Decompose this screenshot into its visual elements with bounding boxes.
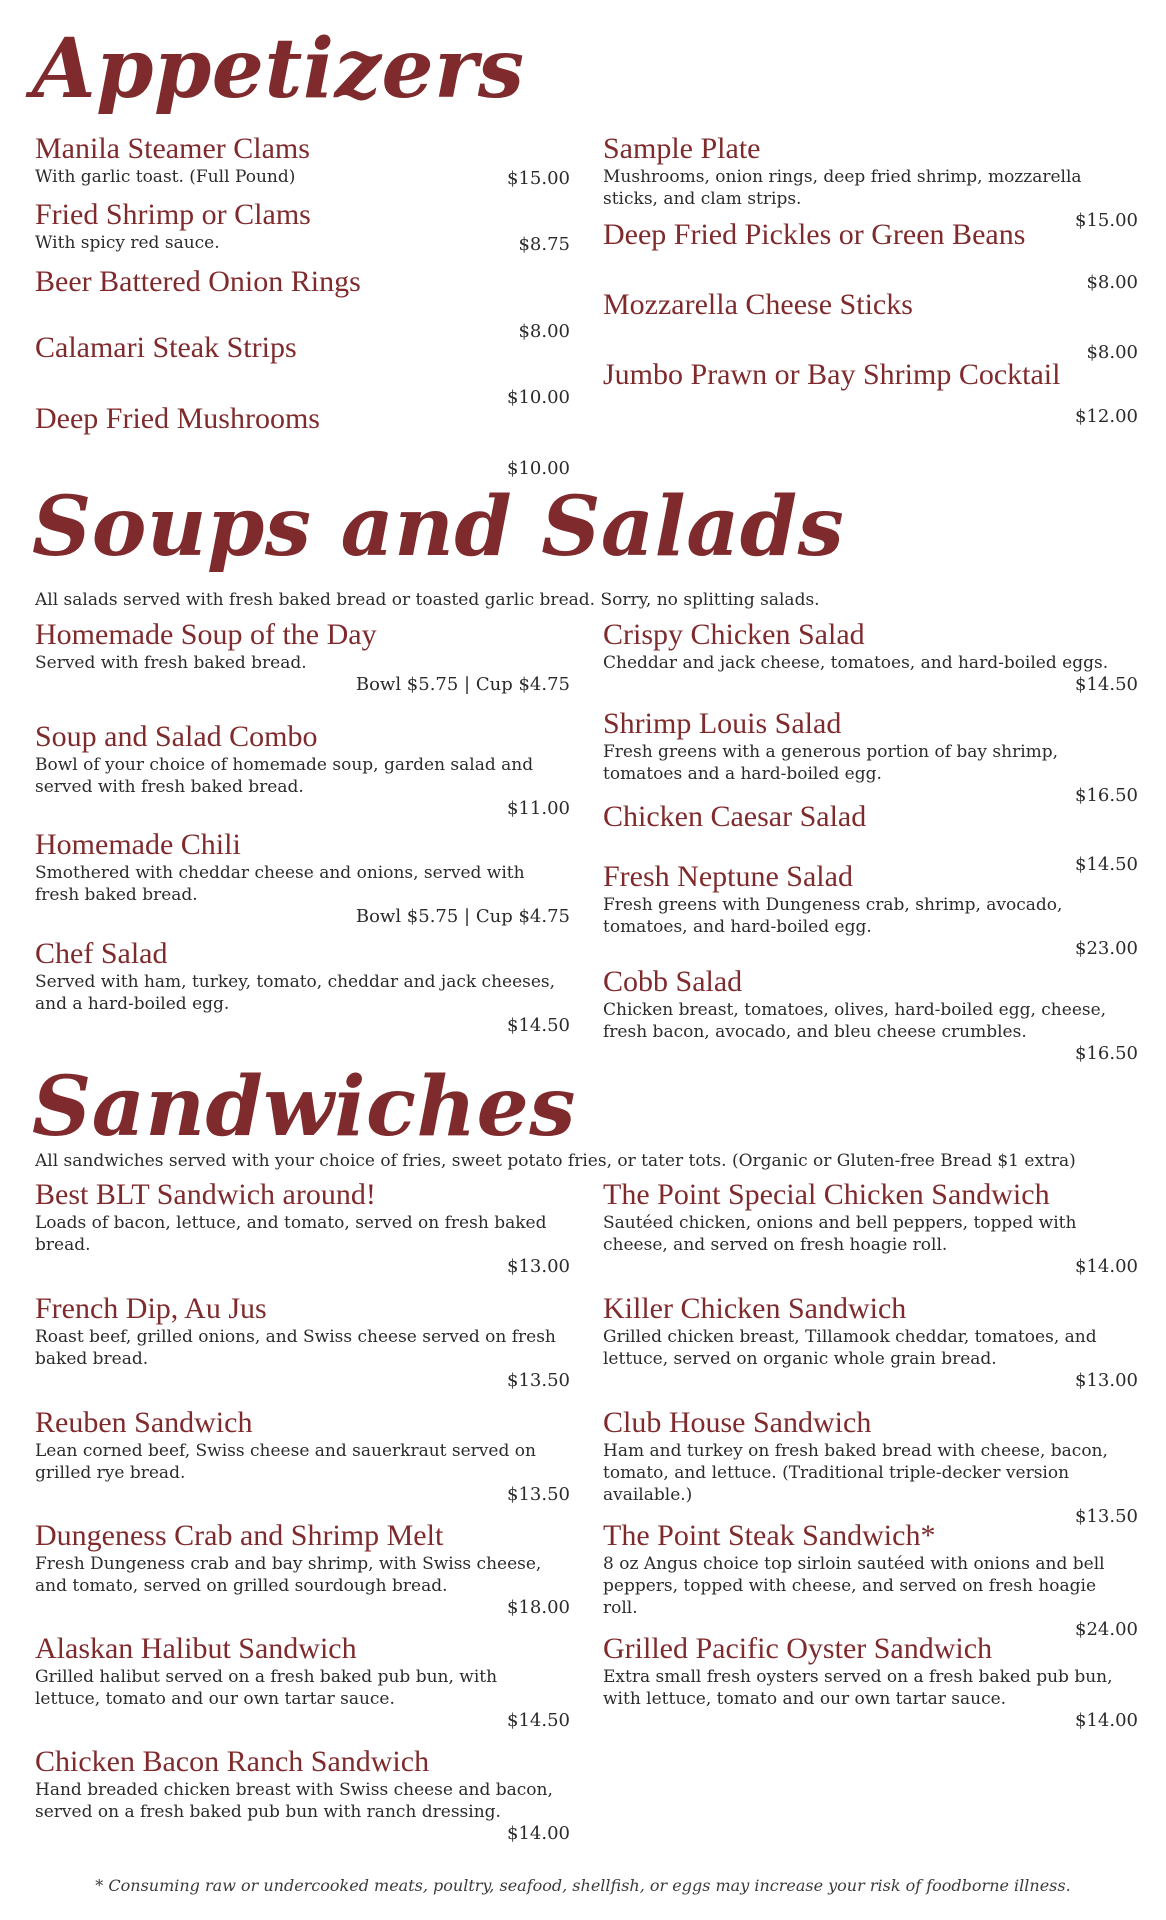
menu-item-price: $14.00	[1075, 1256, 1138, 1277]
menu-item-name: Deep Fried Mushrooms	[35, 402, 320, 435]
menu-item-description: Fresh greens with Dungeness crab, shrimp, avocado, tomatoes, and hard-boiled egg.	[603, 895, 1063, 937]
menu-item-name: Crispy Chicken Salad	[603, 618, 865, 651]
menu-item-description: Extra small fresh oysters served on a fresh baked pub bun, with lettuce, tomato and our own tartar sauce.	[603, 1667, 1113, 1709]
menu-item-name: The Point Steak Sandwich*	[603, 1519, 936, 1552]
menu-item-price: $13.50	[1075, 1506, 1138, 1527]
menu-item	[35, 198, 570, 254]
menu-item-description: Grilled halibut served on a fresh baked pub bun, with lettuce, tomato and our own tartar sauce.	[35, 1667, 498, 1709]
menu-item-name: Shrimp Louis Salad	[603, 707, 842, 740]
menu-item-description: Fresh Dungeness crab and bay shrimp, with Swiss cheese, and tomato, served on grilled sourdough bread.	[35, 1554, 542, 1596]
menu-item	[603, 860, 1138, 960]
menu-item-name: Cobb Salad	[603, 965, 743, 998]
menu-item-price: Bowl $5.75 | Cup $4.75	[355, 906, 570, 927]
menu-item-name: Grilled Pacific Oyster Sandwich	[603, 1632, 993, 1665]
menu-item-name: Fried Shrimp or Clams	[35, 198, 311, 231]
menu-item-name: Killer Chicken Sandwich	[603, 1292, 907, 1325]
menu-item	[603, 618, 1138, 696]
menu-item-description: With garlic toast. (Full Pound)	[35, 167, 296, 187]
menu-item-description: Mushrooms, onion rings, deep fried shrimp, mozzarella sticks, and clam strips.	[603, 167, 1082, 209]
menu-item-name: Deep Fried Pickles or Green Beans	[603, 218, 1026, 251]
menu-item-price: $8.00	[1086, 272, 1138, 293]
menu-item-name: Jumbo Prawn or Bay Shrimp Cocktail	[603, 358, 1061, 391]
menu-item	[603, 1632, 1138, 1732]
menu-item-name: Best BLT Sandwich around!	[35, 1178, 376, 1211]
menu-item	[35, 1406, 570, 1506]
menu-item	[603, 965, 1138, 1065]
menu-item-name: Chicken Bacon Ranch Sandwich	[35, 1745, 430, 1778]
menu-item-name: French Dip, Au Jus	[35, 1292, 267, 1325]
menu-item-price: $16.50	[1075, 1043, 1138, 1064]
menu-item-description: Served with ham, turkey, tomato, cheddar and jack cheeses, and a hard-boiled egg.	[35, 972, 556, 1014]
menu-item-name: Reuben Sandwich	[35, 1406, 253, 1439]
menu-item-price: $24.00	[1075, 1619, 1138, 1640]
menu-item-price: $12.00	[1075, 406, 1138, 427]
menu-item-description: Roast beef, grilled onions, and Swiss cheese served on fresh baked bread.	[35, 1327, 556, 1369]
menu-item-name: The Point Special Chicken Sandwich	[603, 1178, 1050, 1211]
menu-item	[35, 1178, 570, 1278]
appetizers-heading: Appetizers	[32, 21, 525, 117]
menu-item	[35, 720, 570, 820]
menu-item-price: $8.00	[518, 321, 570, 342]
menu-item-description: 8 oz Angus choice top sirloin sautéed with onions and bell peppers, topped with cheese, and served on fresh hoagie roll.	[603, 1554, 1105, 1618]
menu-item	[35, 937, 570, 1037]
menu-item-description: Hand breaded chicken breast with Swiss cheese and bacon, served on a fresh baked pub bun with ranch dressing.	[35, 1780, 553, 1822]
menu-item-name: Beer Battered Onion Rings	[35, 265, 361, 298]
menu-item	[603, 358, 1138, 428]
menu-item	[603, 132, 1138, 232]
menu-item-name: Mozzarella Cheese Sticks	[603, 288, 913, 321]
menu-item	[35, 1519, 570, 1619]
menu-item	[35, 132, 570, 188]
menu-item-description: Served with fresh baked bread.	[35, 653, 307, 673]
menu-item-name: Calamari Steak Strips	[35, 331, 297, 364]
menu-item-price: $13.50	[507, 1484, 570, 1505]
menu-item-price: $13.00	[507, 1256, 570, 1277]
menu-item-price: $14.50	[1075, 854, 1138, 875]
menu-item-price: $14.50	[507, 1710, 570, 1731]
menu-item-price: $8.75	[518, 234, 570, 255]
menu-item	[35, 331, 570, 409]
menu-item-price: $10.00	[507, 387, 570, 408]
menu-item-name: Homemade Chili	[35, 828, 241, 861]
menu-item-description: Ham and turkey on fresh baked bread with cheese, bacon, tomato, and lettuce. (Traditional triple-decker version available.)	[603, 1441, 1108, 1505]
menu-item-description: Sautéed chicken, onions and bell peppers, topped with cheese, and served on fresh hoagie roll.	[603, 1213, 1077, 1255]
soups-salads-heading: Soups and Salads	[32, 479, 845, 575]
menu-item-price: $23.00	[1075, 938, 1138, 959]
menu-item	[35, 402, 570, 480]
menu-item-price: $15.00	[1075, 210, 1138, 231]
menu-item-price: $13.00	[1075, 1370, 1138, 1391]
menu-item	[603, 1292, 1138, 1392]
menu-item-price: $14.00	[507, 1823, 570, 1844]
menu-item-description: Lean corned beef, Swiss cheese and sauerkraut served on grilled rye bread.	[35, 1441, 536, 1483]
menu-item-description: Bowl of your choice of homemade soup, garden salad and served with fresh baked bread.	[35, 755, 534, 797]
menu-item-description: Fresh greens with a generous portion of bay shrimp, tomatoes and a hard-boiled egg.	[603, 742, 1059, 784]
menu-item-name: Soup and Salad Combo	[35, 720, 318, 753]
menu-item-description: Cheddar and jack cheese, tomatoes, and hard-boiled eggs.	[603, 653, 1109, 673]
menu-item-name: Alaskan Halibut Sandwich	[35, 1632, 357, 1665]
menu-item-name: Dungeness Crab and Shrimp Melt	[35, 1519, 444, 1552]
menu-item-name: Club House Sandwich	[603, 1406, 872, 1439]
menu-item-price: $14.50	[1075, 674, 1138, 695]
menu-item	[35, 618, 570, 696]
menu-item	[603, 1178, 1138, 1278]
menu-item-description: Smothered with cheddar cheese and onions, served with fresh baked bread.	[35, 863, 525, 905]
menu-item-description: With spicy red sauce.	[35, 233, 220, 253]
menu-item-price: $8.00	[1086, 342, 1138, 363]
menu-item	[35, 1632, 570, 1732]
menu-item-price: $14.50	[507, 1015, 570, 1036]
menu-item-price: $18.00	[507, 1597, 570, 1618]
menu-item-price: Bowl $5.75 | Cup $4.75	[355, 674, 570, 695]
menu-item	[35, 828, 570, 928]
menu-item-name: Chef Salad	[35, 937, 168, 970]
menu-item-description: Chicken breast, tomatoes, olives, hard-boiled egg, cheese, fresh bacon, avocado, and bleu cheese crumbles.	[603, 1000, 1107, 1042]
menu-item-name: Manila Steamer Clams	[35, 132, 310, 165]
menu-item-price: $14.00	[1075, 1710, 1138, 1731]
menu-item	[603, 218, 1138, 294]
menu-item-description: Grilled chicken breast, Tillamook cheddar, tomatoes, and lettuce, served on organic whole grain bread.	[603, 1327, 1097, 1369]
food-safety-footnote: * Consuming raw or undercooked meats, poultry, seafood, shellfish, or eggs may increase your risk of foodborne illness.	[95, 1876, 1071, 1895]
menu-item	[603, 707, 1138, 807]
menu-item	[35, 1292, 570, 1392]
sandwiches-intro: All sandwiches served with your choice of fries, sweet potato fries, or tater tots. (Organic or Gluten-free Bread $1 extra)	[35, 1151, 1076, 1171]
menu-item-price: $10.00	[507, 458, 570, 479]
sandwiches-heading: Sandwiches	[32, 1059, 576, 1155]
menu-item	[603, 1406, 1138, 1528]
menu-item-name: Sample Plate	[603, 132, 761, 165]
soups-intro: All salads served with fresh baked bread or toasted garlic bread. Sorry, no splitting salads.	[35, 590, 820, 610]
menu-item-price: $11.00	[507, 798, 570, 819]
menu-item-price: $16.50	[1075, 785, 1138, 806]
menu-item-name: Fresh Neptune Salad	[603, 860, 853, 893]
menu-item-name: Homemade Soup of the Day	[35, 618, 377, 651]
menu-item-price: $13.50	[507, 1370, 570, 1391]
menu-item	[603, 288, 1138, 364]
menu-item-name: Chicken Caesar Salad	[603, 800, 867, 833]
menu-item	[603, 1519, 1138, 1641]
menu-item	[35, 1745, 570, 1845]
menu-item-description: Loads of bacon, lettuce, and tomato, served on fresh baked bread.	[35, 1213, 547, 1255]
menu-item-price: $15.00	[507, 168, 570, 189]
